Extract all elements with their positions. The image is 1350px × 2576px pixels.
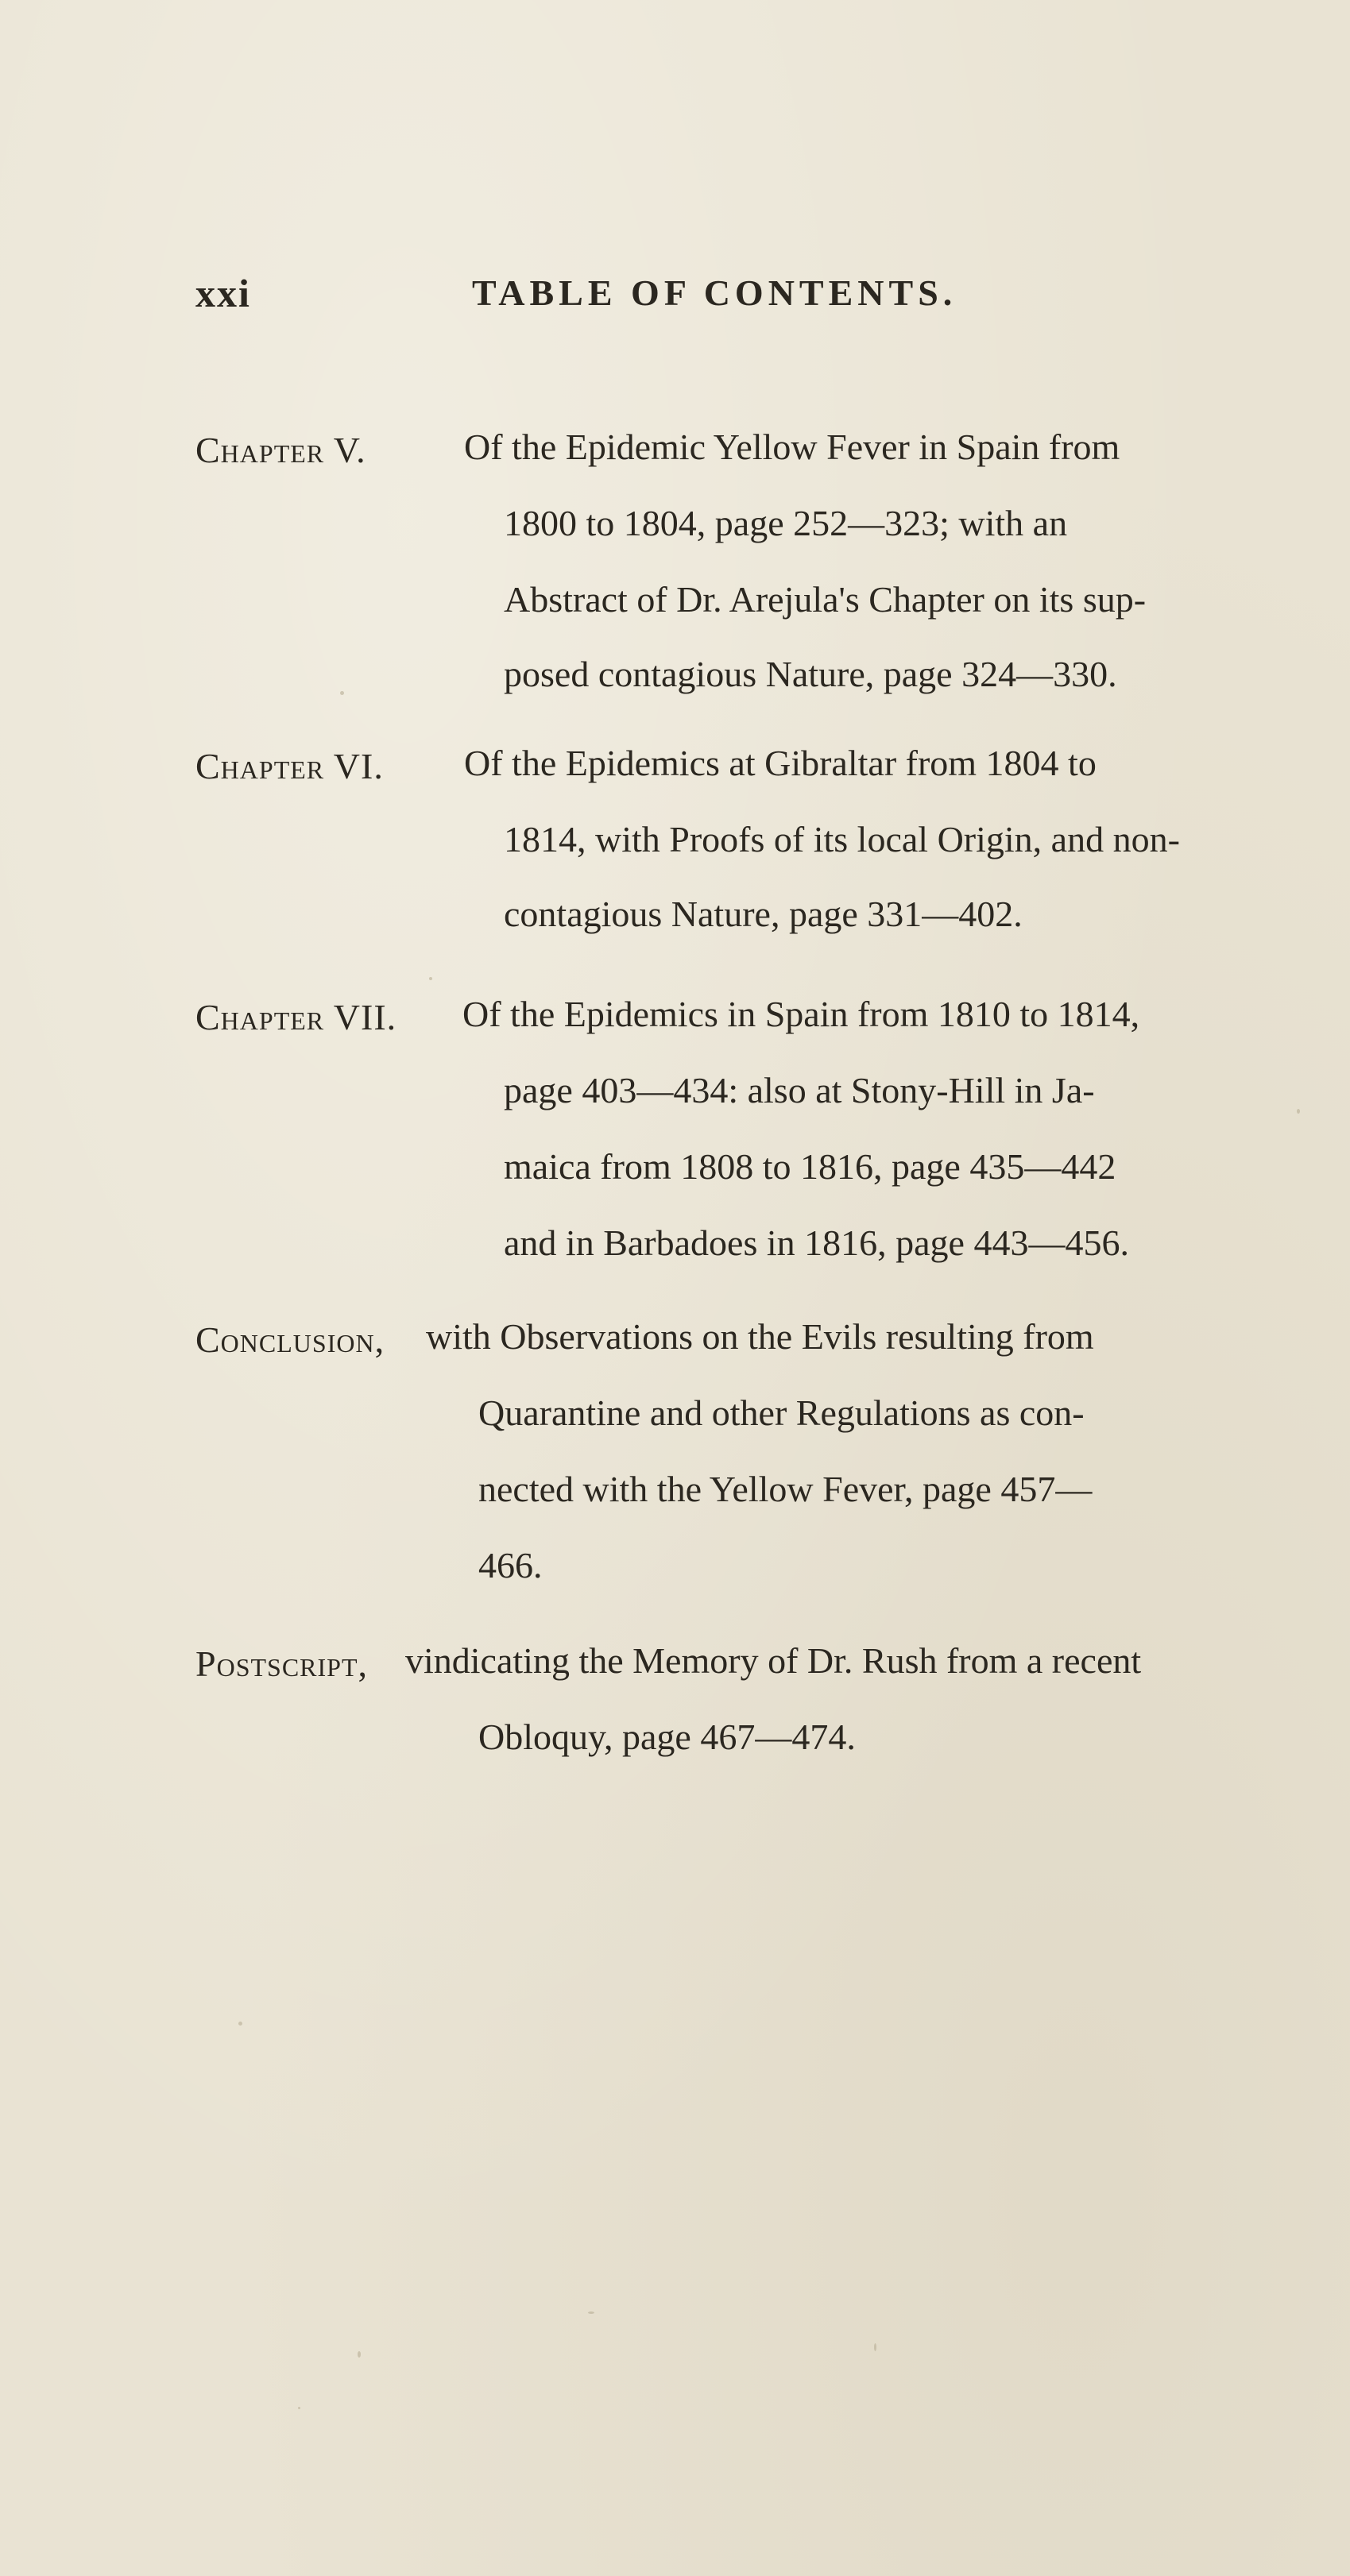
running-title: TABLE OF CONTENTS.: [472, 272, 957, 313]
entry-label: Chapter V.: [195, 430, 366, 470]
entry-label: Conclusion,: [195, 1319, 385, 1360]
entry-line: Of the Epidemics in Spain from 1810 to 1814,: [462, 994, 1140, 1034]
paper-speck: [340, 691, 344, 695]
entry-line: Of the Epidemics at Gibraltar from 1804 to: [464, 743, 1097, 783]
entry-label: Postscript,: [195, 1643, 369, 1684]
paper-speck: [298, 2407, 300, 2409]
entry-line: 1800 to 1804, page 252—323; with an: [504, 503, 1068, 543]
paper-speck: [588, 2311, 594, 2314]
entry-line: 1814, with Proofs of its local Origin, and non-: [504, 819, 1180, 859]
paper-speck: [874, 2343, 876, 2351]
entry-line: nected with the Yellow Fever, page 457—: [478, 1469, 1093, 1509]
paper-speck: [358, 2351, 361, 2358]
entry-line: Quarantine and other Regulations as con-: [478, 1392, 1085, 1433]
entry-line: page 403—434: also at Stony-Hill in Ja-: [504, 1070, 1095, 1110]
entry-line: vindicating the Memory of Dr. Rush from a recent: [405, 1640, 1142, 1681]
toc-entry-chapter-5: [195, 427, 1260, 694]
entry-label: Chapter VI.: [195, 746, 384, 786]
entry-line: maica from 1808 to 1816, page 435—442: [504, 1146, 1116, 1187]
entry-line: 466.: [478, 1545, 543, 1585]
page-header: [195, 270, 1228, 326]
entry-line: Obloquy, page 467—474.: [478, 1717, 856, 1757]
entry-line: and in Barbadoes in 1816, page 443—456.: [504, 1222, 1129, 1263]
entry-line: Abstract of Dr. Arejula's Chapter on its sup-: [504, 579, 1147, 620]
toc-entry-conclusion: [195, 1316, 1260, 1585]
entry-line: Of the Epidemic Yellow Fever in Spain from: [464, 427, 1120, 467]
paper-speck: [238, 2022, 242, 2026]
toc-entry-postscript: [195, 1640, 1260, 1762]
paper-speck: [429, 977, 432, 980]
toc-entry-chapter-6: [195, 745, 1260, 936]
toc-entry-chapter-7: [195, 994, 1260, 1263]
entry-line: posed contagious Nature, page 324—330.: [504, 654, 1117, 694]
entry-label: Chapter VII.: [195, 997, 397, 1037]
entry-line: with Observations on the Evils resulting from: [426, 1316, 1094, 1357]
paper-speck: [1297, 1109, 1300, 1114]
entry-line: contagious Nature, page 331—402.: [504, 894, 1023, 934]
page-number: xxi: [195, 271, 251, 315]
